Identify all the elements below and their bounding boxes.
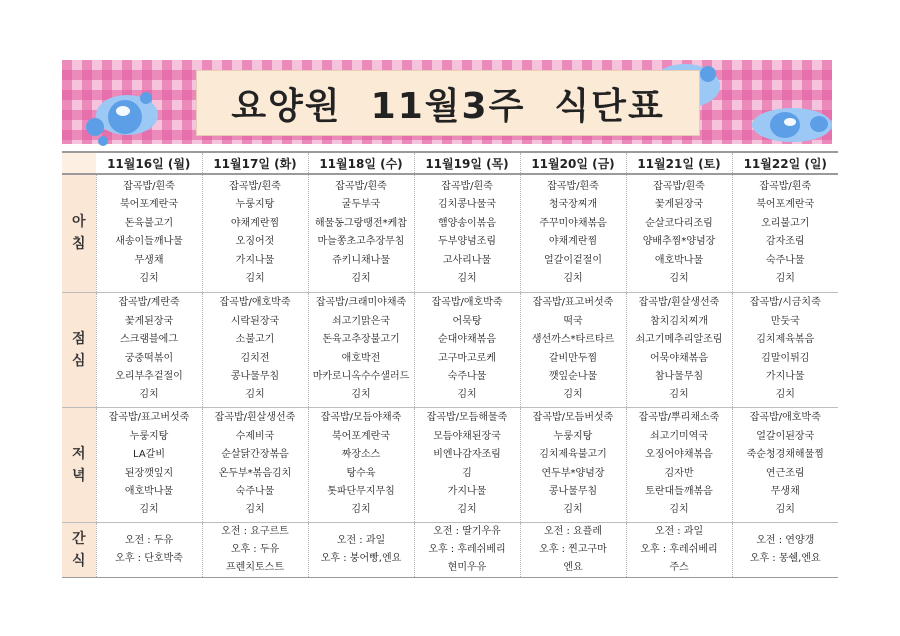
menu-cell xyxy=(96,522,202,577)
menu-item: 연두부*양념장 xyxy=(541,467,605,479)
menu-item: 야채계란찜 xyxy=(548,236,598,248)
menu-item: 오전 : 연양갱 xyxy=(756,534,815,546)
menu-item: 쇠고기미역국 xyxy=(650,430,708,442)
menu-item: 오전 : 요플레 xyxy=(543,525,603,537)
menu-item: 오전 : 과일 xyxy=(336,534,386,546)
menu-item: 김치 xyxy=(563,504,583,516)
menu-item: 김치 xyxy=(351,389,371,401)
menu-item: 잡곡밥/흰죽 xyxy=(759,181,812,193)
menu-item: 햄양송이볶음 xyxy=(438,217,496,229)
header-corner xyxy=(62,152,96,174)
menu-item: 잡곡밥/애호박죽 xyxy=(749,412,821,424)
menu-item: 김치콩나물국 xyxy=(438,199,496,211)
menu-item: 콩나물무침 xyxy=(548,485,598,497)
menu-item: 김치 xyxy=(669,389,689,401)
menu-cell xyxy=(626,292,732,407)
menu-item: 만둣국 xyxy=(770,315,800,327)
day-header: 11월19일 (목) xyxy=(414,152,520,174)
menu-cell xyxy=(96,407,202,522)
menu-item: 잡곡밥/흰죽 xyxy=(229,181,281,193)
menu-item: 김치 xyxy=(775,389,795,401)
menu-cell xyxy=(732,407,838,522)
menu-item: 잡곡밥/흰죽 xyxy=(123,181,175,193)
menu-item: 떡국 xyxy=(563,315,583,327)
menu-item: 애호박나물 xyxy=(654,254,704,266)
menu-item: 김말이튀김 xyxy=(761,352,810,364)
day-header: 11월22일 (일) xyxy=(732,152,838,174)
menu-item: 주스 xyxy=(669,561,689,573)
menu-cell xyxy=(308,174,414,292)
menu-item: 비엔나감자조림 xyxy=(433,449,501,461)
menu-item: 잡곡밥/흰죽 xyxy=(547,181,599,193)
menu-item: 쇠고기맑은국 xyxy=(332,315,390,327)
menu-item: 된장깻잎지 xyxy=(124,467,174,479)
menu-item: 쥬키니채나물 xyxy=(332,254,390,266)
menu-item: 돈육불고기 xyxy=(124,217,174,229)
menu-item: 톳파단무지무침 xyxy=(327,485,395,497)
menu-item: 잡곡밥/흰죽 xyxy=(335,181,387,193)
menu-item: 수제비국 xyxy=(235,430,275,442)
day-header: 11월17일 (화) xyxy=(202,152,308,174)
menu-item: 고사리나물 xyxy=(442,254,492,266)
menu-item: 청국장찌개 xyxy=(548,199,598,211)
menu-item: 북어포계란국 xyxy=(332,430,390,442)
menu-item: 김치 xyxy=(245,273,265,285)
menu-item: 모듬야채된장국 xyxy=(433,430,501,442)
menu-item: 쇠고기메추리알조림 xyxy=(635,334,723,346)
menu-item: 잡곡밥/모듬해물죽 xyxy=(426,412,508,424)
menu-item: 무생채 xyxy=(770,485,800,497)
menu-cell xyxy=(520,407,626,522)
menu-item: 소불고기 xyxy=(235,334,275,346)
menu-item: 잡곡밥/표고버섯죽 xyxy=(532,297,614,309)
menu-item: 스크램블에그 xyxy=(120,334,178,346)
menu-item: 순살코다리조림 xyxy=(645,217,713,229)
menu-item: 순대야채볶음 xyxy=(438,334,496,346)
menu-item: 오전 : 두유 xyxy=(124,534,174,546)
menu-item: 연근조림 xyxy=(765,467,805,479)
menu-item: 짜장소스 xyxy=(341,449,381,461)
menu-item: 김치 xyxy=(669,504,689,516)
menu-item: 김치 xyxy=(351,273,371,285)
meal-row-breakfast xyxy=(62,174,838,292)
menu-item: 죽순청경채해물찜 xyxy=(746,449,824,461)
menu-item: 두부양념조림 xyxy=(438,236,496,248)
menu-item: 굴두부국 xyxy=(341,199,381,211)
menu-item: 고구마고로케 xyxy=(438,352,496,364)
menu-item: 양배추찜*양념장 xyxy=(642,236,716,248)
menu-item: 갈비만두찜 xyxy=(548,352,598,364)
menu-item: 김치 xyxy=(775,273,795,285)
menu-item: 참치김치찌개 xyxy=(650,315,708,327)
menu-item: 잡곡밥/흰죽 xyxy=(441,181,493,193)
menu-item: 해물동그랑땡전*케찹 xyxy=(315,217,407,229)
menu-cell xyxy=(308,292,414,407)
menu-item: 오리불고기 xyxy=(761,217,810,229)
menu-item: 숙주나물 xyxy=(765,254,805,266)
menu-item: 어묵야채볶음 xyxy=(650,352,708,364)
header-row xyxy=(62,152,838,174)
menu-item: 꽃게된장국 xyxy=(654,199,704,211)
menu-item: 오징어젓 xyxy=(235,236,275,248)
menu-cell xyxy=(626,174,732,292)
menu-item: 참나물무침 xyxy=(654,370,704,382)
menu-item: 잡곡밥/뿌리채소죽 xyxy=(638,412,720,424)
menu-item: LA갈비 xyxy=(133,449,165,461)
meal-label: 점 심 xyxy=(62,292,96,407)
menu-item: 북어포계란국 xyxy=(120,199,178,211)
menu-cell xyxy=(520,292,626,407)
day-header: 11월21일 (토) xyxy=(626,152,732,174)
menu-cell xyxy=(96,292,202,407)
menu-item: 궁중떡볶이 xyxy=(124,352,174,364)
menu-item: 오전 : 딸기우유 xyxy=(433,525,501,537)
menu-item: 김치 xyxy=(139,504,159,516)
menu-item: 마늘쫑초고추장무침 xyxy=(317,236,405,248)
menu-cell xyxy=(202,407,308,522)
menu-item: 깻잎순나물 xyxy=(548,370,598,382)
menu-item: 숙주나물 xyxy=(447,370,487,382)
menu-item: 애호박나물 xyxy=(124,485,174,497)
meal-row-lunch xyxy=(62,292,838,407)
menu-item: 프렌치토스트 xyxy=(226,561,284,573)
menu-item: 누룽지탕 xyxy=(235,199,275,211)
menu-item: 잡곡밥/계란죽 xyxy=(118,297,180,309)
menu-item: 오후 : 후레쉬베리 xyxy=(428,543,506,555)
menu-item: 오후 : 찐고구마 xyxy=(539,543,607,555)
menu-cell xyxy=(414,522,520,577)
menu-item: 김치 xyxy=(139,389,159,401)
menu-item: 누룽지탕 xyxy=(129,430,169,442)
meal-label: 저 녁 xyxy=(62,407,96,522)
menu-item: 잡곡밥/애호박죽 xyxy=(219,297,291,309)
menu-item: 잡곡밥/흰죽 xyxy=(653,181,705,193)
menu-item: 꽃게된장국 xyxy=(124,315,174,327)
menu-item: 오후 : 몽쉘,엔요 xyxy=(749,552,821,564)
meal-row-snack xyxy=(62,522,838,577)
menu-item: 탕수육 xyxy=(346,467,376,479)
menu-item: 생선까스*타르타르 xyxy=(531,334,615,346)
meal-label: 간 식 xyxy=(62,522,96,577)
menu-item: 애호박전 xyxy=(341,352,381,364)
menu-item: 시락된장국 xyxy=(230,315,280,327)
menu-item: 김치 xyxy=(245,389,265,401)
menu-item: 잡곡밥/애호박죽 xyxy=(431,297,503,309)
menu-cell xyxy=(626,522,732,577)
menu-cell xyxy=(308,407,414,522)
menu-cell xyxy=(732,292,838,407)
menu-cell xyxy=(202,174,308,292)
menu-item: 김치 xyxy=(139,273,159,285)
menu-cell xyxy=(732,522,838,577)
menu-item: 온두부*볶음김치 xyxy=(218,467,292,479)
menu-item: 누룽지탕 xyxy=(553,430,593,442)
menu-item: 얼갈이된장국 xyxy=(756,430,815,442)
menu-item: 잡곡밥/모듬버섯죽 xyxy=(532,412,614,424)
meal-label: 아 침 xyxy=(62,174,96,292)
menu-item: 김치전 xyxy=(240,352,270,364)
menu-cell xyxy=(96,174,202,292)
menu-item: 김치제육불고기 xyxy=(539,449,607,461)
menu-item: 주꾸미야채볶음 xyxy=(539,217,607,229)
menu-item: 어묵탕 xyxy=(452,315,482,327)
menu-item: 잡곡밥/모듬야채죽 xyxy=(320,412,402,424)
menu-item: 오징어야채볶음 xyxy=(645,449,713,461)
menu-cell xyxy=(520,522,626,577)
menu-item: 잡곡밥/표고버섯죽 xyxy=(108,412,190,424)
menu-item: 가지나물 xyxy=(447,485,487,497)
menu-item: 김치 xyxy=(457,504,477,516)
menu-item: 김치 xyxy=(563,389,583,401)
menu-item: 마카로니옥수수샐러드 xyxy=(312,370,410,382)
menu-item: 현미우유 xyxy=(447,561,487,573)
menu-cell xyxy=(414,292,520,407)
menu-cell xyxy=(414,174,520,292)
menu-item: 가지나물 xyxy=(765,370,805,382)
menu-item: 잡곡밥/크래미야채죽 xyxy=(315,297,407,309)
menu-cell xyxy=(520,174,626,292)
day-header: 11월16일 (월) xyxy=(96,152,202,174)
menu-item: 숙주나물 xyxy=(235,485,275,497)
menu-table xyxy=(62,151,838,578)
menu-item: 돈육고추장불고기 xyxy=(322,334,400,346)
menu-cell xyxy=(732,174,838,292)
menu-item: 잡곡밥/흰살생선죽 xyxy=(638,297,720,309)
menu-item: 김 xyxy=(462,467,472,479)
menu-item: 오후 : 두유 xyxy=(230,543,280,555)
menu-item: 감자조림 xyxy=(765,236,805,248)
menu-item: 엔요 xyxy=(563,561,583,573)
menu-item: 새송이들깨나물 xyxy=(115,236,183,248)
menu-item: 오후 : 붕어빵,엔요 xyxy=(320,552,402,564)
menu-item: 오전 : 과일 xyxy=(654,525,704,537)
menu-cell xyxy=(202,292,308,407)
menu-cell xyxy=(202,522,308,577)
menu-item: 오전 : 요구르트 xyxy=(221,525,289,537)
menu-item: 무생채 xyxy=(134,254,164,266)
menu-item: 토란대들깨볶음 xyxy=(645,485,713,497)
menu-item: 잡곡밥/시금치죽 xyxy=(749,297,821,309)
menu-item: 김치 xyxy=(245,504,265,516)
menu-item: 김자반 xyxy=(664,467,694,479)
menu-item: 오리부추겉절이 xyxy=(115,370,183,382)
menu-item: 김치 xyxy=(351,504,371,516)
menu-item: 순살닭간장볶음 xyxy=(221,449,289,461)
menu-item: 김치 xyxy=(457,273,477,285)
menu-item: 오후 : 후레쉬베리 xyxy=(640,543,718,555)
menu-cell xyxy=(626,407,732,522)
menu-item: 김치 xyxy=(775,504,795,516)
menu-item: 김치 xyxy=(563,273,583,285)
page-title: 요양원 11월3주 식단표 xyxy=(231,85,665,127)
menu-item: 가지나물 xyxy=(235,254,275,266)
menu-item: 콩나물무침 xyxy=(230,370,280,382)
menu-cell xyxy=(308,522,414,577)
menu-cell xyxy=(414,407,520,522)
menu-item: 오후 : 단호박죽 xyxy=(115,552,183,564)
menu-item: 김치 xyxy=(669,273,689,285)
day-header: 11월20일 (금) xyxy=(520,152,626,174)
day-header: 11월18일 (수) xyxy=(308,152,414,174)
menu-item: 얼갈이겉절이 xyxy=(544,254,602,266)
title-box xyxy=(196,70,700,136)
menu-item: 잡곡밥/흰살생선죽 xyxy=(214,412,296,424)
menu-item: 북어포계란국 xyxy=(756,199,815,211)
menu-item: 야채계란찜 xyxy=(230,217,280,229)
meal-row-dinner xyxy=(62,407,838,522)
menu-item: 김치 xyxy=(457,389,477,401)
menu-item: 김치제육볶음 xyxy=(756,334,815,346)
